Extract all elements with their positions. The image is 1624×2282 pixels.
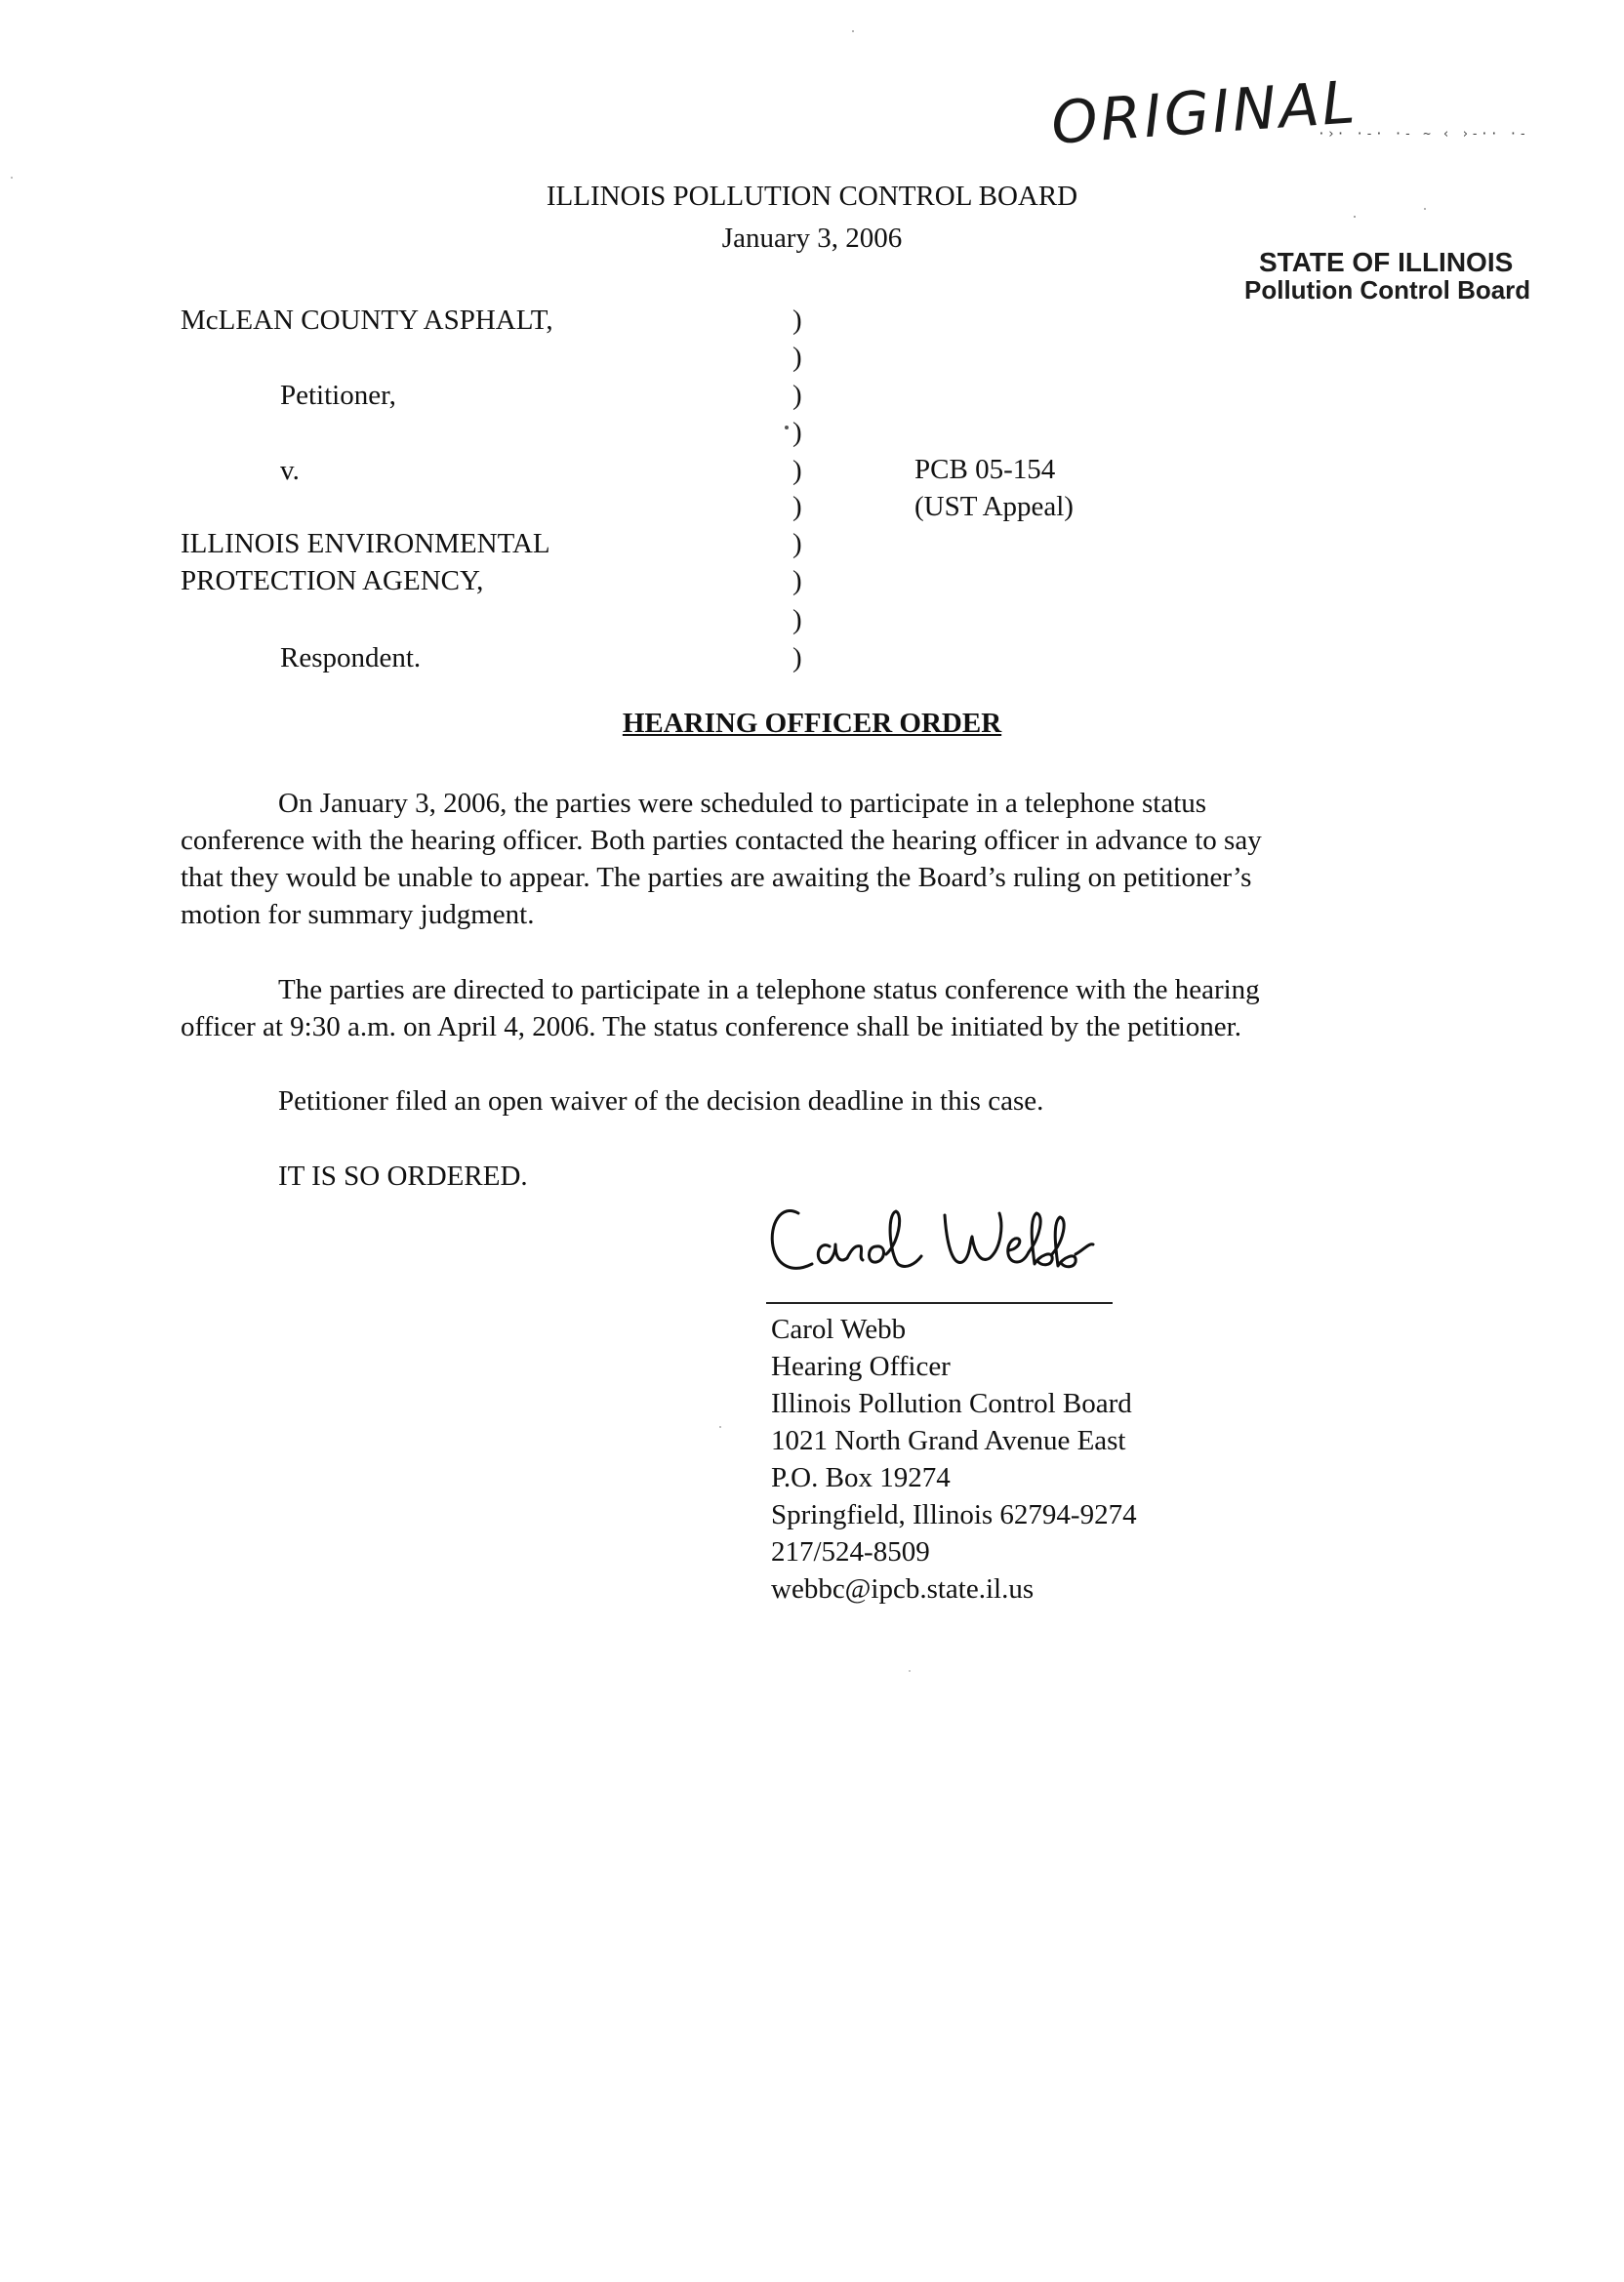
received-stamp-board: Pollution Control Board — [1244, 275, 1531, 305]
paragraph-1-line: conference with the hearing officer. Both parties contacted the hearing officer in advance to say — [181, 825, 1262, 856]
handwritten-signature — [761, 1186, 1132, 1298]
officer-city: Springfield, Illinois 62794-9274 — [771, 1499, 1137, 1530]
case-type: (UST Appeal) — [914, 491, 1074, 522]
respondent-name-line2: PROTECTION AGENCY, — [181, 565, 484, 596]
caption-paren: ) — [792, 565, 802, 596]
officer-title: Hearing Officer — [771, 1351, 951, 1382]
caption-paren: ) — [792, 305, 802, 336]
officer-email: webbc@ipcb.state.il.us — [771, 1573, 1035, 1605]
caption-paren: ) — [792, 380, 802, 411]
paragraph-1-line: On January 3, 2006, the parties were scheduled to participate in a telephone status — [278, 788, 1207, 819]
caption-paren: ) — [792, 642, 802, 673]
petitioner-name: McLEAN COUNTY ASPHALT, — [181, 305, 553, 336]
respondent-role: Respondent. — [280, 642, 422, 673]
caption-paren: ) — [792, 455, 802, 486]
order-title: HEARING OFFICER ORDER — [622, 708, 1002, 739]
ordered-statement: IT IS SO ORDERED. — [278, 1161, 528, 1192]
caption-paren: ) — [792, 342, 802, 373]
received-stamp-state: STATE OF ILLINOIS — [1259, 247, 1514, 277]
paragraph-1-line: that they would be unable to appear. The parties are awaiting the Board’s ruling on petitioner’s — [181, 862, 1252, 893]
petitioner-role: Petitioner, — [280, 380, 396, 411]
versus: v. — [280, 455, 300, 486]
original-stamp: ORIGINAL — [1049, 68, 1360, 158]
paragraph-2-line: The parties are directed to participate in a telephone status conference with the hearing — [278, 974, 1260, 1005]
agency-header: ILLINOIS POLLUTION CONTROL BOARD — [546, 181, 1078, 212]
paragraph-3: Petitioner filed an open waiver of the decision deadline in this case. — [278, 1085, 1044, 1117]
caption-paren: ) — [792, 491, 802, 522]
case-number: PCB 05-154 — [914, 454, 1056, 485]
officer-address-street: 1021 North Grand Avenue East — [771, 1425, 1126, 1456]
paragraph-1-line: motion for summary judgment. — [181, 899, 535, 930]
respondent-name-line1: ILLINOIS ENVIRONMENTAL — [181, 528, 550, 559]
caption-paren: ) — [792, 417, 802, 448]
officer-org: Illinois Pollution Control Board — [771, 1388, 1132, 1419]
order-date: January 3, 2006 — [721, 223, 903, 254]
signature-line — [766, 1302, 1113, 1304]
officer-name: Carol Webb — [771, 1314, 907, 1345]
stamp-marks: ·›· ·-· ·- ~ ‹ ›-·· ·- — [1318, 127, 1529, 142]
officer-phone: 217/524-8509 — [771, 1536, 930, 1568]
officer-address-po-box: P.O. Box 19274 — [771, 1462, 951, 1493]
caption-paren: ) — [792, 528, 802, 559]
paragraph-2-line: officer at 9:30 a.m. on April 4, 2006. The status conference shall be initiated by the petitioner. — [181, 1011, 1241, 1042]
caption-paren: ) — [792, 604, 802, 635]
signature-block — [771, 1311, 1137, 1608]
